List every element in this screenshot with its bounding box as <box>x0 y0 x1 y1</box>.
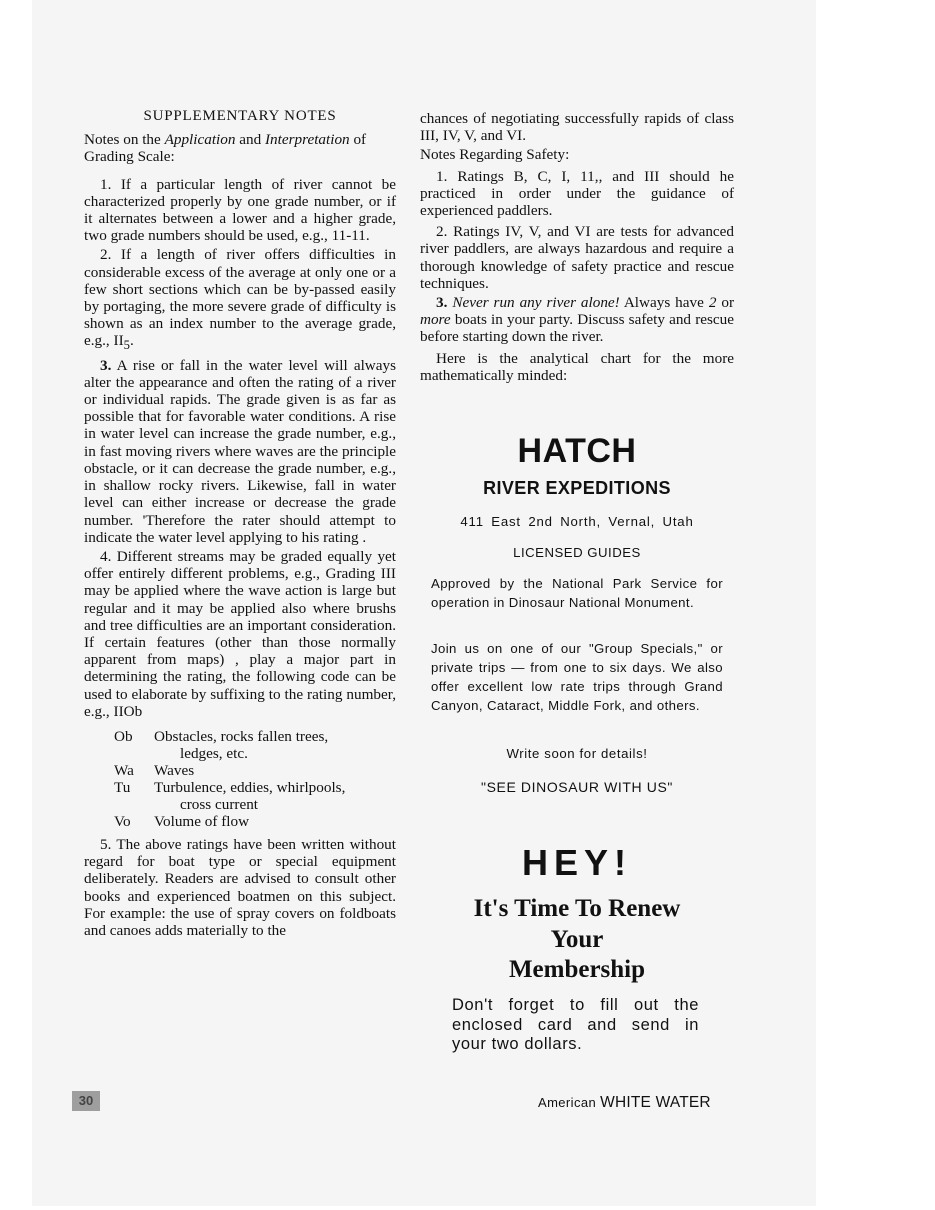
code-desc: Volume of flow <box>154 812 250 830</box>
safety-count: 2 <box>708 294 717 312</box>
section-heading: SUPPLEMENTARY NOTES <box>143 108 337 124</box>
renew-headline <box>420 894 734 986</box>
note-paragraph-1 <box>84 176 396 245</box>
code-key: Wa <box>114 761 134 779</box>
chart-intro: Here is the analytical chart for the more mathematically minded: <box>420 349 734 384</box>
code-item <box>114 728 396 745</box>
note-paragraph-5 <box>84 836 396 939</box>
publication-name-big: WHITE WATER <box>600 1094 711 1111</box>
note-text: If a particular length of river cannot be characterized properly by one grade number, or if it alternates between a lower and a higher grade, two grade numbers should be used, e.g., 11-11. <box>84 175 397 245</box>
intro-suffix: of Grading Scale: <box>84 131 367 166</box>
code-item <box>114 779 396 796</box>
note-number: 4. <box>100 547 112 565</box>
hatch-title: HATCH <box>517 432 637 470</box>
safety-text: Always have <box>619 294 709 312</box>
code-list <box>114 728 396 830</box>
code-desc: Obstacles, rocks fallen trees, <box>154 727 329 745</box>
safety-number: 1. <box>436 167 448 185</box>
code-key: Ob <box>114 727 133 745</box>
safety-text: boats in your party. Discuss safety and rescue before starting down the river. <box>420 311 734 346</box>
safety-number: 2. <box>436 223 448 241</box>
safety-paragraph-3 <box>420 294 734 346</box>
intro-middle: and <box>235 131 265 149</box>
code-item <box>114 813 396 830</box>
renew-line-3: Membership <box>508 956 646 983</box>
safety-paragraph-1 <box>420 168 734 220</box>
renew-line-2: Your <box>550 925 604 953</box>
note-paragraph-4 <box>84 548 396 720</box>
intro-italic-interpretation: Interpretation <box>264 131 350 149</box>
code-desc-continued: ledges, etc. <box>180 744 248 762</box>
safety-text: Ratings B, C, I, 11,, and III should he practiced in order under the guidance of experienced paddlers. <box>420 167 735 220</box>
code-key: Vo <box>114 812 131 830</box>
note-text: The above ratings have been written without regard for boat type or special equipment deliberately. Readers are advised to consult other books and experienced boatmen on this subject. For example: the use of spray covers on foldboats and canoes adds materially to the <box>84 835 396 939</box>
hatch-join-text: Join us on one of our "Group Specials," or private trips — from one to six days. We also offer excellent low rate trips through Grand Canyon, Cataract, Middle Fork, and others. <box>431 641 723 713</box>
code-desc: Waves <box>154 761 195 779</box>
note-text: A rise or fall in the water level will always alter the appearance and often the rating of a river or individual rapids. The grade given is as far as possible that for favorable water conditions. A rise in water level can increase the grade number, e.g., in fast moving rivers where waves are the principle obstacle, or it can decrease the grade number, e.g., in shallow rocky rivers. Likewise, fall in water level can either increase or decrease the grade number. 'Therefore the rater should attempt to indicate the water level applying to his rating . <box>84 356 396 546</box>
intro-text <box>84 131 396 165</box>
renew-body: Don't forget to fill out the enclosed card and send in your two dollars. <box>452 996 699 1053</box>
code-key: Tu <box>114 778 131 796</box>
note-number: 1. <box>100 175 112 193</box>
right-column <box>420 110 734 386</box>
hatch-licensed: LICENSED GUIDES <box>513 545 641 560</box>
code-desc: Turbulence, eddies, whirlpools, <box>154 778 346 796</box>
safety-more: more <box>420 311 451 329</box>
code-item <box>114 762 396 779</box>
note-text: If a length of river offers difficulties in considerable excess of the average at only one or a few short sections which can be by-passed easily by portaging, the more severe grade of difficulty is shown as an index number to the average grade, e.g., <box>84 246 396 350</box>
note-number: 5. <box>100 835 112 853</box>
grade-example: II <box>113 332 124 350</box>
hatch-approved-text: Approved by the National Park Service for operation in Dinosaur National Monument. <box>431 576 723 610</box>
hatch-write-text: Write soon for details! <box>506 746 648 761</box>
safety-number: 3. <box>436 294 448 312</box>
renew-line-1: It's Time To Renew <box>473 895 681 922</box>
continuation-text: chances of negotiating successfully rapids of class III, IV, V, and VI. <box>420 110 734 145</box>
intro-italic-application: Application <box>164 131 236 149</box>
hatch-address: 411 East 2nd North, Vernal, Utah <box>460 514 694 529</box>
note-text: Different streams may be graded equally yet offer entirely different problems, e.g., Grading III may be applied where the wave action is large but regular and it may be applied also where brushs and tree difficulties are an important consideration. If certain features (other than those normally apparent from maps) , play a major part in determining the rating, the following code can be used to elaborate by suffixing to the rating number, e.g., IIOb <box>84 547 397 720</box>
hatch-slogan: "SEE DINOSAUR WITH US" <box>481 779 673 795</box>
page-number: 30 <box>72 1091 100 1111</box>
hatch-subtitle: RIVER EXPEDITIONS <box>483 478 671 498</box>
note-period: . <box>129 332 134 350</box>
renew-hey: HEY! <box>521 842 632 883</box>
left-column <box>84 108 396 941</box>
note-number: 2. <box>100 246 112 264</box>
safety-text: Ratings IV, V, and VI are tests for advanced river paddlers, are always hazardous and require a thorough knowledge of safety practice and rescue techniques. <box>420 223 734 292</box>
safety-heading: Notes Regarding Safety: <box>420 146 570 164</box>
intro-prefix: Notes on the <box>84 131 165 149</box>
code-desc-continued: cross current <box>180 795 259 813</box>
safety-paragraph-2 <box>420 223 734 292</box>
grade-index: 5 <box>123 338 130 353</box>
publication-footer <box>538 1094 711 1112</box>
note-paragraph-3 <box>84 357 396 546</box>
safety-text: or <box>716 294 735 312</box>
publication-name-small: American <box>538 1095 597 1110</box>
note-paragraph-2 <box>84 246 396 354</box>
note-number: 3. <box>100 356 112 374</box>
safety-warning: Never run any river alone! <box>452 294 620 312</box>
